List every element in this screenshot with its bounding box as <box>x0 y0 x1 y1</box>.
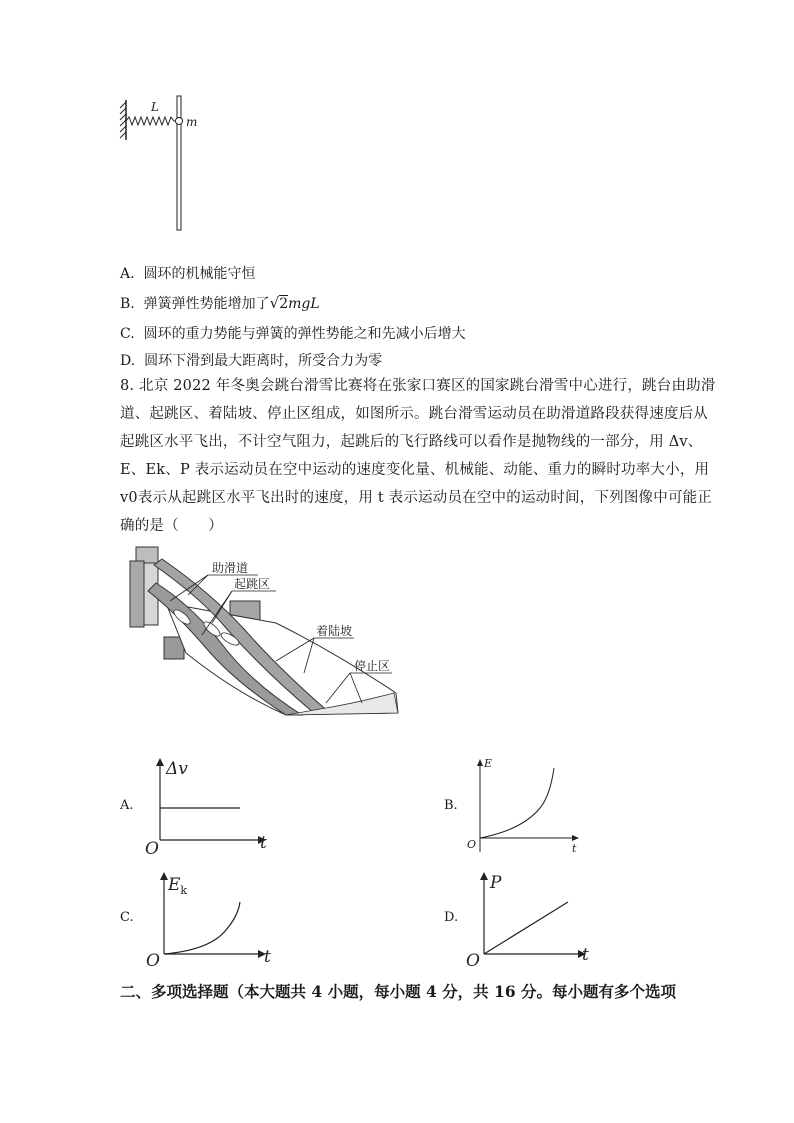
graph-b-origin: O <box>467 838 477 851</box>
label-m: m <box>186 115 198 129</box>
graph-d-y-label: P <box>490 873 502 893</box>
graph-a-x-label: t <box>260 833 267 853</box>
graph-a-y-label: Δv <box>166 759 188 779</box>
graph-c-y-label: $E_k$ <box>168 875 188 897</box>
q7-option-b: B. 弹簧弹性势能增加了√2mgL <box>120 294 320 312</box>
label-landing: 着陆坡 <box>316 624 353 638</box>
ski-jump-figure <box>126 543 402 721</box>
label-inrun: 助滑道 <box>212 561 249 575</box>
graph-d-curve <box>484 902 568 954</box>
graph-d <box>462 870 602 970</box>
graph-d-option: D. <box>444 910 459 925</box>
spring-ring-figure <box>118 92 218 234</box>
graph-b-x-label: t <box>572 842 577 855</box>
graph-a-option: A. <box>120 798 134 813</box>
label-L: L <box>151 100 159 114</box>
graph-c-x-label: t <box>264 947 271 967</box>
graph-c-option: C. <box>120 910 134 925</box>
q7-option-c: C. 圆环的重力势能与弹簧的弹性势能之和先减小后增大 <box>120 326 466 342</box>
q8-question: 8. 北京 2022 年冬奥会跳台滑雪比赛将在张家口赛区的国家跳台滑雪中心进行，跳台由助滑 道、起跳区、着陆坡、停止区组成，如图所示。跳台滑雪运动员在助滑道路段获得速度后从 起跳区水平飞出，不计空气阻力，起跳后的飞行路线可以看作是抛物线的一部分，用 Δv、 E、Ek、P 表示运动员在空中运动的速度变化量、机械能、动能、重力的瞬时功率大小，用 v0表示从起跳区水平飞出时的速度，用 t 表示运动员在空中的运动时间，下列图像中可能正 确的是（ ） <box>120 378 716 534</box>
q7-option-d: D. 圆环下滑到最大距离时，所受合力为零 <box>120 353 383 369</box>
label-outrun: 停止区 <box>354 659 391 673</box>
graph-a-origin: O <box>145 839 159 859</box>
graph-d-origin: O <box>466 951 480 970</box>
graph-b-option: B. <box>444 798 458 813</box>
graph-c-curve <box>164 902 240 954</box>
graph-b-y-label: E <box>484 757 493 770</box>
graph-b-curve <box>480 768 554 838</box>
graph-a <box>140 756 280 860</box>
q7-option-a: A. 圆环的机械能守恒 <box>120 266 256 282</box>
graph-c <box>140 870 280 970</box>
section-2-heading: 二、多项选择题（本大题共 4 小题，每小题 4 分，共 16 分。每小题有多个选项 <box>120 982 677 1001</box>
graph-d-x-label: t <box>582 945 589 965</box>
radical-sign: √ <box>269 294 280 312</box>
graph-c-origin: O <box>146 951 160 970</box>
label-takeoff: 起跳区 <box>234 577 271 591</box>
graph-b <box>462 756 592 860</box>
